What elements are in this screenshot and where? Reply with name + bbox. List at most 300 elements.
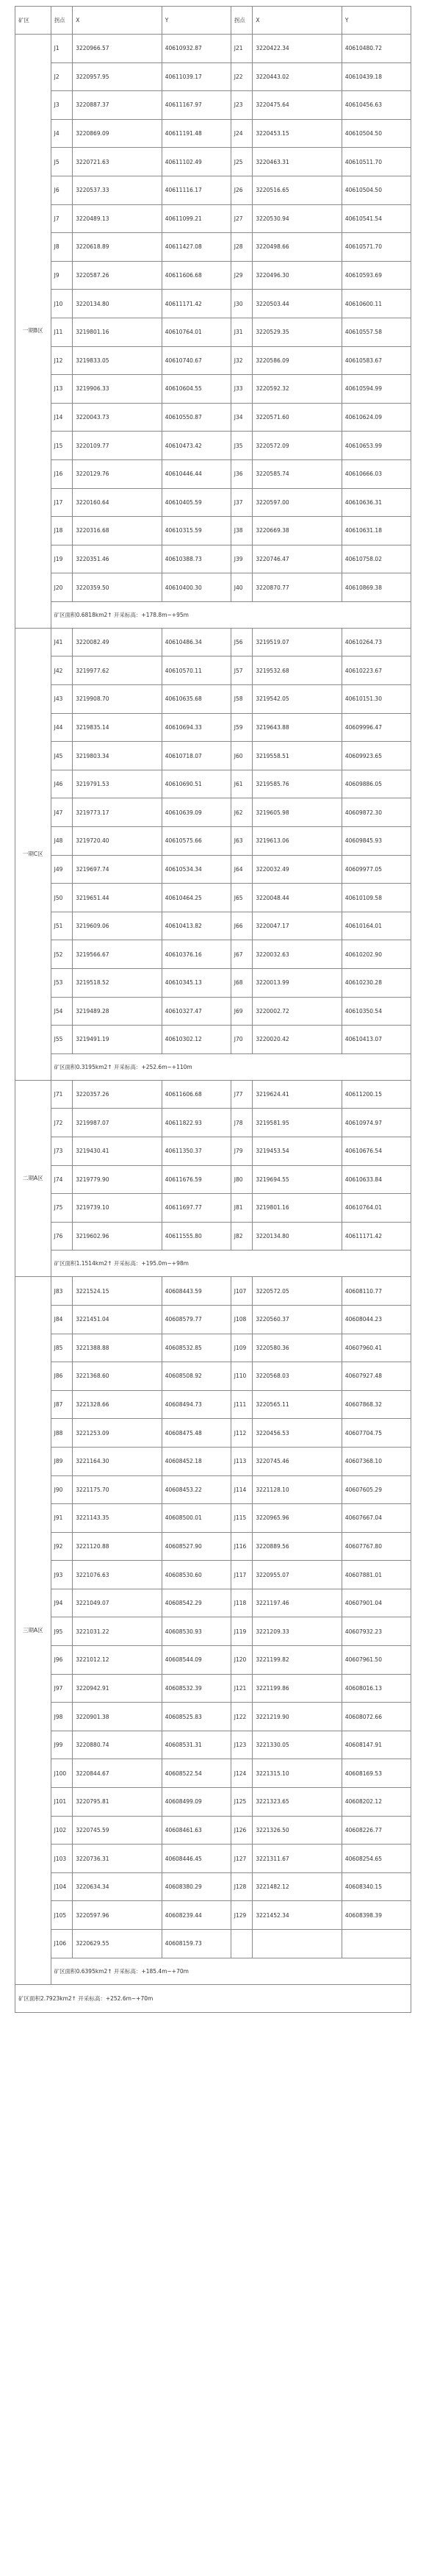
- cell-x-left: 3219518.52: [73, 969, 162, 998]
- region-label: 三期A区: [15, 1277, 51, 1984]
- table-row: [15, 290, 411, 318]
- cell-y-right: 40608202.12: [342, 1788, 411, 1817]
- cell-point-left: J45: [51, 742, 73, 770]
- cell-x-right: 3221311.67: [253, 1845, 342, 1873]
- cell-point-left: J44: [51, 713, 73, 742]
- cell-y-left: 40608530.93: [162, 1617, 231, 1646]
- cell-point-right: J33: [231, 375, 253, 404]
- cell-y-left: 40610570.11: [162, 656, 231, 685]
- cell-y-left: 40608446.45: [162, 1845, 231, 1873]
- cell-point-right: J31: [231, 318, 253, 346]
- table-row: [15, 517, 411, 545]
- cell-point-right: J127: [231, 1845, 253, 1873]
- cell-point-left: J96: [51, 1646, 73, 1675]
- cell-x-left: 3219491.19: [73, 1026, 162, 1054]
- header-point-right: 拐点: [231, 7, 253, 35]
- cell-x-right: 3220586.09: [253, 346, 342, 375]
- table-row: [15, 1334, 411, 1362]
- cell-point-right: J37: [231, 488, 253, 517]
- cell-y-left: 40610315.59: [162, 517, 231, 545]
- section-summary: 矿区面积0.6818km2↑ 开采标高：+178.8m~+95m: [51, 601, 411, 628]
- cell-y-left: 40610550.87: [162, 403, 231, 432]
- cell-point-right: J117: [231, 1561, 253, 1589]
- cell-x-left: 3221031.22: [73, 1617, 162, 1646]
- cell-x-right: 3219613.06: [253, 827, 342, 856]
- cell-x-right: 3220669.38: [253, 517, 342, 545]
- cell-x-right: 3221315.10: [253, 1759, 342, 1788]
- cell-point-right: J26: [231, 176, 253, 204]
- cell-point-right: J64: [231, 855, 253, 884]
- cell-y-left: 40608532.39: [162, 1674, 231, 1703]
- cell-point-right: J120: [231, 1646, 253, 1675]
- cell-y-left: 40608380.29: [162, 1872, 231, 1901]
- cell-point-right: J32: [231, 346, 253, 375]
- cell-point-right: J58: [231, 685, 253, 714]
- cell-x-right: 3220443.02: [253, 62, 342, 91]
- cell-point-left: J104: [51, 1872, 73, 1901]
- cell-y-right: 40610600.11: [342, 290, 411, 318]
- cell-point-left: J1: [51, 35, 73, 63]
- cell-x-left: 3219489.28: [73, 997, 162, 1026]
- cell-point-left: J98: [51, 1703, 73, 1731]
- cell-point-left: J20: [51, 573, 73, 602]
- cell-point-right: J124: [231, 1759, 253, 1788]
- cell-point-right: J40: [231, 573, 253, 602]
- cell-y-right: 40609977.05: [342, 855, 411, 884]
- header-point-left: 拐点: [51, 7, 73, 35]
- table-row: [15, 770, 411, 798]
- cell-y-right: 40610593.69: [342, 261, 411, 290]
- cell-y-right: 40610164.01: [342, 912, 411, 940]
- cell-point-left: J83: [51, 1277, 73, 1306]
- table-row: [15, 1080, 411, 1109]
- cell-x-left: 3220359.50: [73, 573, 162, 602]
- cell-point-right: J70: [231, 1026, 253, 1054]
- cell-point-right: J111: [231, 1390, 253, 1419]
- cell-x-right: 3221482.12: [253, 1872, 342, 1901]
- cell-point-left: J42: [51, 656, 73, 685]
- cell-y-left: 40611116.17: [162, 176, 231, 204]
- cell-point-left: J43: [51, 685, 73, 714]
- cell-x-right: 3219542.05: [253, 685, 342, 714]
- cell-point-left: J102: [51, 1816, 73, 1845]
- cell-x-right: 3221219.90: [253, 1703, 342, 1731]
- cell-x-right: 3220020.42: [253, 1026, 342, 1054]
- cell-y-right: 40610557.58: [342, 318, 411, 346]
- table-row: [15, 1561, 411, 1589]
- table-row: [15, 1305, 411, 1334]
- cell-x-right: 3220475.64: [253, 91, 342, 120]
- table-row: [15, 119, 411, 148]
- cell-point-left: J76: [51, 1222, 73, 1251]
- cell-y-left: 40610635.68: [162, 685, 231, 714]
- cell-y-right: 40610151.30: [342, 685, 411, 714]
- cell-y-right: 40608169.53: [342, 1759, 411, 1788]
- cell-x-left: 3219739.10: [73, 1194, 162, 1223]
- cell-y-left: 40608500.01: [162, 1504, 231, 1533]
- cell-y-right: 40610264.73: [342, 628, 411, 656]
- cell-x-right: 3220498.66: [253, 233, 342, 262]
- cell-x-right: 3221452.34: [253, 1901, 342, 1930]
- cell-x-left: 3220880.74: [73, 1731, 162, 1759]
- header-y-right: Y: [342, 7, 411, 35]
- table-row: [15, 488, 411, 517]
- cell-point-right: J118: [231, 1589, 253, 1617]
- cell-y-right: 40608016.13: [342, 1674, 411, 1703]
- cell-x-right: 3219624.41: [253, 1080, 342, 1109]
- cell-point-left: J85: [51, 1334, 73, 1362]
- section-summary: 矿区面积1.1514km2↑ 开采标高：+195.0m~+98m: [51, 1251, 411, 1277]
- total-row: [15, 1984, 411, 2012]
- cell-x-right: 3220965.96: [253, 1504, 342, 1533]
- cell-y-left: 40608159.73: [162, 1930, 231, 1958]
- cell-point-left: J49: [51, 855, 73, 884]
- cell-point-left: J18: [51, 517, 73, 545]
- cell-y-right: 40610456.63: [342, 91, 411, 120]
- cell-x-left: 3220043.73: [73, 403, 162, 432]
- cell-point-right: J62: [231, 798, 253, 827]
- cell-x-left: 3220082.49: [73, 628, 162, 656]
- cell-x-left: 3219720.40: [73, 827, 162, 856]
- cell-point-right: J115: [231, 1504, 253, 1533]
- cell-y-right: 40610869.38: [342, 573, 411, 602]
- cell-y-right: 40610666.03: [342, 459, 411, 488]
- cell-x-left: 3219651.44: [73, 884, 162, 912]
- cell-point-right: J59: [231, 713, 253, 742]
- cell-x-left: 3220634.34: [73, 1872, 162, 1901]
- cell-point-right: J39: [231, 545, 253, 573]
- header-x-left: X: [73, 7, 162, 35]
- cell-x-left: 3221175.70: [73, 1475, 162, 1504]
- table-row: [15, 62, 411, 91]
- table-row: [15, 1872, 411, 1901]
- table-row: [15, 1532, 411, 1561]
- cell-x-left: 3220844.67: [73, 1759, 162, 1788]
- cell-point-left: J52: [51, 940, 73, 969]
- cell-y-left: 40611555.80: [162, 1222, 231, 1251]
- header-y-left: Y: [162, 7, 231, 35]
- cell-y-right: 40610594.99: [342, 375, 411, 404]
- cell-x-left: 3221012.12: [73, 1646, 162, 1675]
- cell-point-left: J3: [51, 91, 73, 120]
- cell-x-right: 3219453.54: [253, 1137, 342, 1165]
- cell-point-left: J73: [51, 1137, 73, 1165]
- cell-point-left: J106: [51, 1930, 73, 1958]
- cell-x-left: 3219566.67: [73, 940, 162, 969]
- table-row: [15, 318, 411, 346]
- cell-y-right: 40608147.91: [342, 1731, 411, 1759]
- cell-x-left: 3220957.95: [73, 62, 162, 91]
- cell-x-right: 3220134.80: [253, 1222, 342, 1251]
- table-row: [15, 855, 411, 884]
- cell-point-left: J99: [51, 1731, 73, 1759]
- cell-point-left: J12: [51, 346, 73, 375]
- cell-y-left: 40611099.21: [162, 204, 231, 233]
- table-row: [15, 1222, 411, 1251]
- table-row: [15, 656, 411, 685]
- cell-y-left: 40608475.48: [162, 1419, 231, 1448]
- cell-x-left: 3219609.06: [73, 912, 162, 940]
- region-label: 二期A区: [15, 1080, 51, 1277]
- table-row: [15, 204, 411, 233]
- table-row: [15, 91, 411, 120]
- cell-y-left: 40608579.77: [162, 1305, 231, 1334]
- cell-x-left: 3220618.89: [73, 233, 162, 262]
- section-summary-row: [15, 1251, 411, 1277]
- cell-x-left: 3220901.38: [73, 1703, 162, 1731]
- cell-point-left: J86: [51, 1362, 73, 1391]
- cell-y-left: 40608508.92: [162, 1362, 231, 1391]
- cell-y-right: 40610230.28: [342, 969, 411, 998]
- cell-point-left: J71: [51, 1080, 73, 1109]
- cell-point-left: J13: [51, 375, 73, 404]
- cell-point-right: J61: [231, 770, 253, 798]
- cell-point-left: J8: [51, 233, 73, 262]
- cell-x-left: 3221368.60: [73, 1362, 162, 1391]
- cell-x-left: 3219835.14: [73, 713, 162, 742]
- table-row: [15, 1137, 411, 1165]
- table-row: [15, 1419, 411, 1448]
- cell-point-right: J129: [231, 1901, 253, 1930]
- table-row: [15, 1816, 411, 1845]
- cell-y-left: 40610473.42: [162, 432, 231, 460]
- cell-y-right: 40608340.15: [342, 1872, 411, 1901]
- cell-y-right: 40610974.97: [342, 1109, 411, 1137]
- cell-point-left: J51: [51, 912, 73, 940]
- table-row: [15, 1194, 411, 1223]
- cell-y-left: 40611171.42: [162, 290, 231, 318]
- cell-y-right: 40609886.05: [342, 770, 411, 798]
- cell-x-left: 3221524.15: [73, 1277, 162, 1306]
- cell-x-left: 3220587.26: [73, 261, 162, 290]
- cell-y-left: 40608499.09: [162, 1788, 231, 1817]
- cell-x-right: 3221199.82: [253, 1646, 342, 1675]
- table-row: [15, 997, 411, 1026]
- cell-point-left: J75: [51, 1194, 73, 1223]
- cell-x-right: 3220048.44: [253, 884, 342, 912]
- cell-x-left: 3220629.55: [73, 1930, 162, 1958]
- cell-point-right: J114: [231, 1475, 253, 1504]
- cell-x-right: 3221323.65: [253, 1788, 342, 1817]
- table-row: [15, 1026, 411, 1054]
- table-row: [15, 459, 411, 488]
- cell-y-right: 40610109.58: [342, 884, 411, 912]
- cell-y-left: 40610405.59: [162, 488, 231, 517]
- cell-x-right: 3220745.46: [253, 1447, 342, 1475]
- table-row: [15, 1901, 411, 1930]
- cell-point-right: J108: [231, 1305, 253, 1334]
- cell-y-right: 40609845.93: [342, 827, 411, 856]
- cell-x-left: 3219430.41: [73, 1137, 162, 1165]
- cell-x-left: 3221164.30: [73, 1447, 162, 1475]
- cell-y-right: 40610350.54: [342, 997, 411, 1026]
- cell-point-right: J110: [231, 1362, 253, 1391]
- table-row: [15, 628, 411, 656]
- cell-x-left: 3219801.16: [73, 318, 162, 346]
- cell-y-right: 40610571.70: [342, 233, 411, 262]
- cell-point-left: J103: [51, 1845, 73, 1873]
- cell-point-right: J66: [231, 912, 253, 940]
- cell-point-right: J80: [231, 1165, 253, 1194]
- cell-y-right: 40610758.02: [342, 545, 411, 573]
- cell-x-right: 3220572.05: [253, 1277, 342, 1306]
- cell-point-left: J10: [51, 290, 73, 318]
- cell-x-right: 3220529.35: [253, 318, 342, 346]
- cell-x-right: 3220463.31: [253, 148, 342, 176]
- cell-y-left: 40610376.16: [162, 940, 231, 969]
- cell-y-right: 40608254.65: [342, 1845, 411, 1873]
- cell-x-right: 3219519.07: [253, 628, 342, 656]
- cell-y-left: 40610694.33: [162, 713, 231, 742]
- cell-y-left: 40611822.93: [162, 1109, 231, 1137]
- cell-x-left: 3220745.59: [73, 1816, 162, 1845]
- table-row: [15, 1674, 411, 1703]
- table-body: [15, 35, 411, 2013]
- cell-x-left: 3220887.37: [73, 91, 162, 120]
- cell-point-left: J15: [51, 432, 73, 460]
- table-row: [15, 1646, 411, 1675]
- cell-y-left: 40610345.13: [162, 969, 231, 998]
- cell-x-left: 3220736.31: [73, 1845, 162, 1873]
- cell-y-left: 40610446.44: [162, 459, 231, 488]
- table-row: [15, 685, 411, 714]
- cell-y-left: 40611350.37: [162, 1137, 231, 1165]
- table-row: [15, 742, 411, 770]
- cell-x-right: 3220580.36: [253, 1334, 342, 1362]
- cell-point-right: J109: [231, 1334, 253, 1362]
- cell-x-left: 3220316.68: [73, 517, 162, 545]
- table-row: [15, 940, 411, 969]
- cell-y-right: 40611200.15: [342, 1080, 411, 1109]
- cell-point-right: J79: [231, 1137, 253, 1165]
- section-summary: 矿区面积0.6395km2↑ 开采标高：+185.4m~+70m: [51, 1958, 411, 1984]
- cell-x-left: 3220721.63: [73, 148, 162, 176]
- cell-point-right: J128: [231, 1872, 253, 1901]
- cell-y-left: 40608532.85: [162, 1334, 231, 1362]
- cell-y-right: 40607667.04: [342, 1504, 411, 1533]
- cell-point-right: [231, 1930, 253, 1958]
- cell-x-left: 3220597.96: [73, 1901, 162, 1930]
- cell-point-left: J46: [51, 770, 73, 798]
- cell-y-right: [342, 1930, 411, 1958]
- cell-point-left: J97: [51, 1674, 73, 1703]
- cell-x-right: 3220597.00: [253, 488, 342, 517]
- cell-point-left: J100: [51, 1759, 73, 1788]
- cell-y-right: 40607605.29: [342, 1475, 411, 1504]
- cell-y-right: 40610764.01: [342, 1194, 411, 1223]
- table-row: [15, 375, 411, 404]
- total-summary: 矿区面积2.7923km2↑ 开采标高：+252.6m~+70m: [15, 1984, 411, 2012]
- cell-point-right: J21: [231, 35, 253, 63]
- cell-point-right: J63: [231, 827, 253, 856]
- cell-point-left: J72: [51, 1109, 73, 1137]
- cell-y-right: 40610653.99: [342, 432, 411, 460]
- table-row: [15, 798, 411, 827]
- cell-x-left: 3219803.34: [73, 742, 162, 770]
- cell-point-left: J48: [51, 827, 73, 856]
- cell-x-right: 3220013.99: [253, 969, 342, 998]
- table-row: [15, 1617, 411, 1646]
- coordinate-table: [15, 6, 411, 2013]
- cell-y-right: 40608226.77: [342, 1816, 411, 1845]
- cell-x-right: 3220565.11: [253, 1390, 342, 1419]
- cell-x-left: 3220109.77: [73, 432, 162, 460]
- cell-x-right: 3219585.76: [253, 770, 342, 798]
- cell-x-right: 3220530.94: [253, 204, 342, 233]
- cell-point-left: J4: [51, 119, 73, 148]
- cell-x-left: 3221076.63: [73, 1561, 162, 1589]
- cell-y-left: 40608544.09: [162, 1646, 231, 1675]
- cell-point-left: J84: [51, 1305, 73, 1334]
- cell-point-left: J94: [51, 1589, 73, 1617]
- cell-y-left: 40610464.25: [162, 884, 231, 912]
- cell-x-right: [253, 1930, 342, 1958]
- header-x-right: X: [253, 7, 342, 35]
- cell-y-right: 40607704.75: [342, 1419, 411, 1448]
- cell-x-left: 3219833.05: [73, 346, 162, 375]
- cell-y-right: 40608398.39: [342, 1901, 411, 1930]
- cell-y-right: 40610504.50: [342, 176, 411, 204]
- table-row: [15, 1759, 411, 1788]
- cell-point-right: J123: [231, 1731, 253, 1759]
- cell-point-left: J6: [51, 176, 73, 204]
- cell-point-right: J36: [231, 459, 253, 488]
- section-summary-row: [15, 1053, 411, 1080]
- cell-point-right: J68: [231, 969, 253, 998]
- cell-y-left: 40608239.44: [162, 1901, 231, 1930]
- cell-y-left: 40608494.73: [162, 1390, 231, 1419]
- cell-x-left: 3219602.96: [73, 1222, 162, 1251]
- cell-point-right: J126: [231, 1816, 253, 1845]
- cell-point-left: J14: [51, 403, 73, 432]
- cell-point-left: J55: [51, 1026, 73, 1054]
- document-page: [15, 6, 411, 2013]
- cell-y-left: 40611606.68: [162, 261, 231, 290]
- cell-point-right: J67: [231, 940, 253, 969]
- cell-x-right: 3220568.03: [253, 1362, 342, 1391]
- cell-point-left: J87: [51, 1390, 73, 1419]
- cell-y-left: 40611191.48: [162, 119, 231, 148]
- cell-x-right: 3220032.63: [253, 940, 342, 969]
- cell-y-left: 40608443.59: [162, 1277, 231, 1306]
- cell-x-right: 3219801.16: [253, 1194, 342, 1223]
- cell-x-right: 3220585.74: [253, 459, 342, 488]
- cell-x-left: 3219773.17: [73, 798, 162, 827]
- cell-point-left: J5: [51, 148, 73, 176]
- cell-y-right: 40610504.50: [342, 119, 411, 148]
- cell-point-right: J57: [231, 656, 253, 685]
- cell-y-left: 40610534.34: [162, 855, 231, 884]
- cell-x-left: 3220160.64: [73, 488, 162, 517]
- header-region: 矿区: [15, 7, 51, 35]
- cell-x-left: 3220357.26: [73, 1080, 162, 1109]
- cell-y-left: 40611676.59: [162, 1165, 231, 1194]
- cell-x-left: 3220795.81: [73, 1788, 162, 1817]
- cell-x-right: 3220503.44: [253, 290, 342, 318]
- cell-x-left: 3220942.91: [73, 1674, 162, 1703]
- cell-y-left: 40611606.68: [162, 1080, 231, 1109]
- cell-x-right: 3219643.88: [253, 713, 342, 742]
- cell-x-right: 3221330.05: [253, 1731, 342, 1759]
- section-summary-row: [15, 601, 411, 628]
- cell-y-left: 40608525.83: [162, 1703, 231, 1731]
- cell-y-right: 40610511.70: [342, 148, 411, 176]
- table-row: [15, 148, 411, 176]
- section-summary-row: [15, 1958, 411, 1984]
- cell-point-right: J125: [231, 1788, 253, 1817]
- cell-x-left: 3219906.33: [73, 375, 162, 404]
- cell-x-left: 3221143.35: [73, 1504, 162, 1533]
